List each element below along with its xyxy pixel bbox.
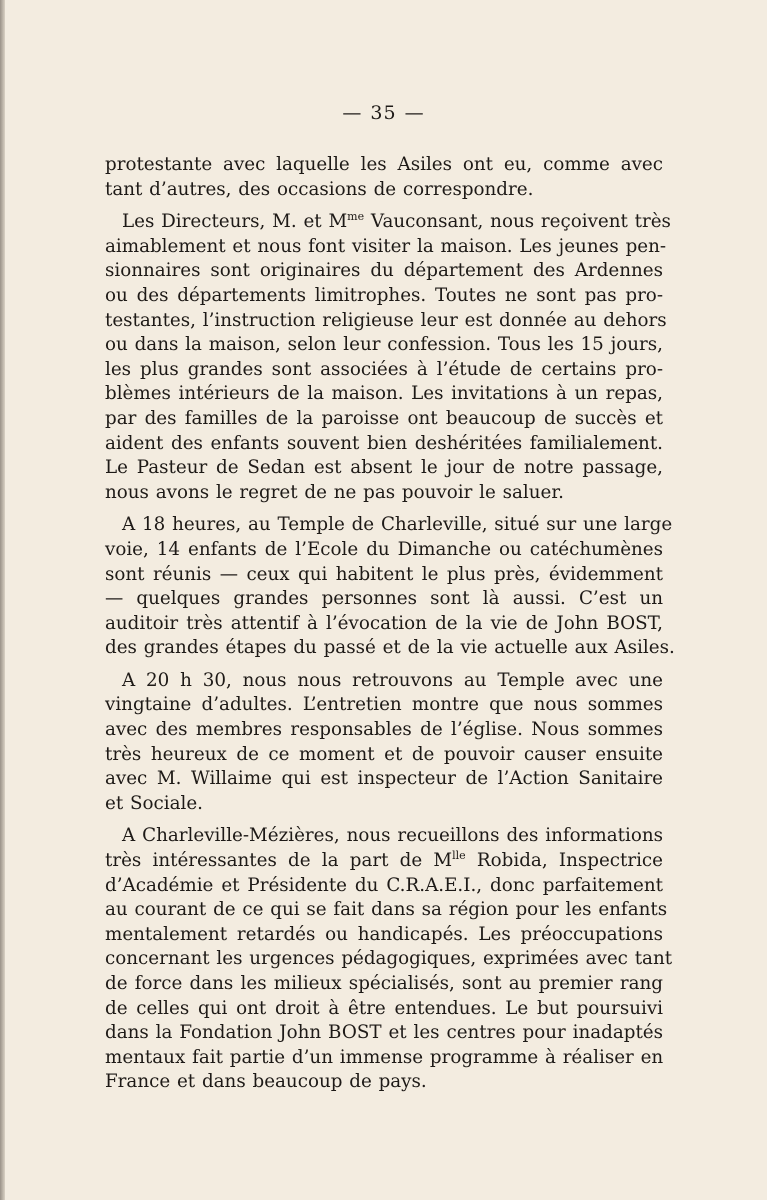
text-line: et Sociale. (105, 792, 203, 814)
text-line: les plus grandes sont associées à l’étude de certains pro- (105, 358, 663, 380)
text-line: ou dans la maison, selon leur confession. Tous les 15 jours, (105, 334, 663, 356)
text-line: de celles qui ont droit à être entendues. Le but poursuivi (105, 997, 663, 1019)
text-line: sionnaires sont originaires du département des Ardennes (105, 260, 663, 282)
page-number-dash-right: — (404, 102, 425, 124)
text-line: voie, 14 enfants de l’Ecole du Dimanche ou catéchumènes (105, 538, 663, 560)
text-line: de force dans les milieux spécialisés, sont au premier rang (105, 973, 663, 994)
text-line: A Charleville-Mézières, nous recueillons des informations (122, 825, 663, 847)
text-line: ou des départements limitrophes. Toutes ne sont pas pro- (105, 284, 663, 306)
text-line: dans la Fondation John BOST et les centres pour inadaptés (105, 1022, 663, 1044)
text-line: avec M. Willaime qui est inspecteur de l’Action Sanitaire (105, 768, 663, 790)
text-line: aident des enfants souvent bien deshéritées familialement. (105, 432, 663, 454)
page-number (0, 102, 767, 124)
text-line: avec des membres responsables de l’église. Nous sommes (105, 719, 663, 741)
text-line: mentalement retardés ou handicapés. Les préoccupations (105, 923, 663, 945)
text-line: des grandes étapes du passé et de la vie actuelle aux Asiles. (105, 637, 675, 659)
text-line: protestante avec laquelle les Asiles ont eu, comme avec (105, 154, 663, 175)
text-line: au courant de ce qui se fait dans sa région pour les enfants (105, 899, 668, 921)
text-line: concernant les urgences pédagogiques, exprimées avec tant (105, 948, 673, 970)
text-line: blèmes intérieurs de la maison. Les invitations à un repas, (105, 383, 663, 405)
text-segment: Robida, Inspectrice (465, 850, 663, 872)
book-spine-edge (0, 0, 5, 1200)
paragraph (105, 513, 675, 661)
body-text (105, 153, 675, 1103)
honorific-superscript: lle (452, 849, 466, 863)
text-line: — quelques grandes personnes sont là aussi. C’est un (105, 588, 663, 610)
text-line: aimablement et nous font visiter la maison. Les jeunes pen- (105, 235, 667, 257)
text-line: Le Pasteur de Sedan est absent le jour de notre passage, (105, 457, 663, 479)
text-line: nous avons le regret de ne pas pouvoir le saluer. (105, 481, 564, 503)
text-line: par des familles de la paroisse ont beaucoup de succès et (105, 407, 663, 429)
text-line: vingtaine d’adultes. L’entretien montre que nous sommes (105, 694, 663, 716)
text-line (105, 210, 671, 235)
text-line: auditoir très attentif à l’évocation de la vie de John BOST, (105, 612, 663, 634)
text-segment: très intéressantes de la part de M (105, 850, 453, 872)
text-line: mentaux fait partie d’un immense programme à réaliser en (105, 1046, 664, 1068)
text-line: tant d’autres, des occasions de correspondre. (105, 178, 534, 200)
paragraph (105, 669, 663, 817)
text-line: testantes, l’instruction religieuse leur est donnée au dehors (105, 309, 667, 331)
text-line: sont réunis — ceux qui habitent le plus près, évidemment (105, 563, 663, 585)
honorific-superscript: me (347, 210, 365, 224)
text-line: France et dans beaucoup de pays. (105, 1071, 427, 1093)
paragraph (105, 153, 663, 202)
paragraph (105, 824, 673, 1095)
text-line: d’Académie et Présidente du C.R.A.E.I., donc parfaitement (105, 874, 663, 896)
text-line: A 20 h 30, nous nous retrouvons au Temple avec une (122, 669, 663, 691)
text-line: A 18 heures, au Temple de Charleville, situé sur une large (122, 514, 673, 536)
page-number-dash-left: — (342, 102, 363, 124)
paragraph (105, 210, 671, 505)
text-line (105, 849, 663, 874)
text-line: très heureux de ce moment et de pouvoir causer ensuite (105, 743, 663, 765)
page-number-value: 35 (370, 102, 397, 124)
text-segment: Les Directeurs, M. et M (122, 211, 348, 233)
text-segment: Vauconsant, nous reçoivent très (364, 211, 671, 233)
